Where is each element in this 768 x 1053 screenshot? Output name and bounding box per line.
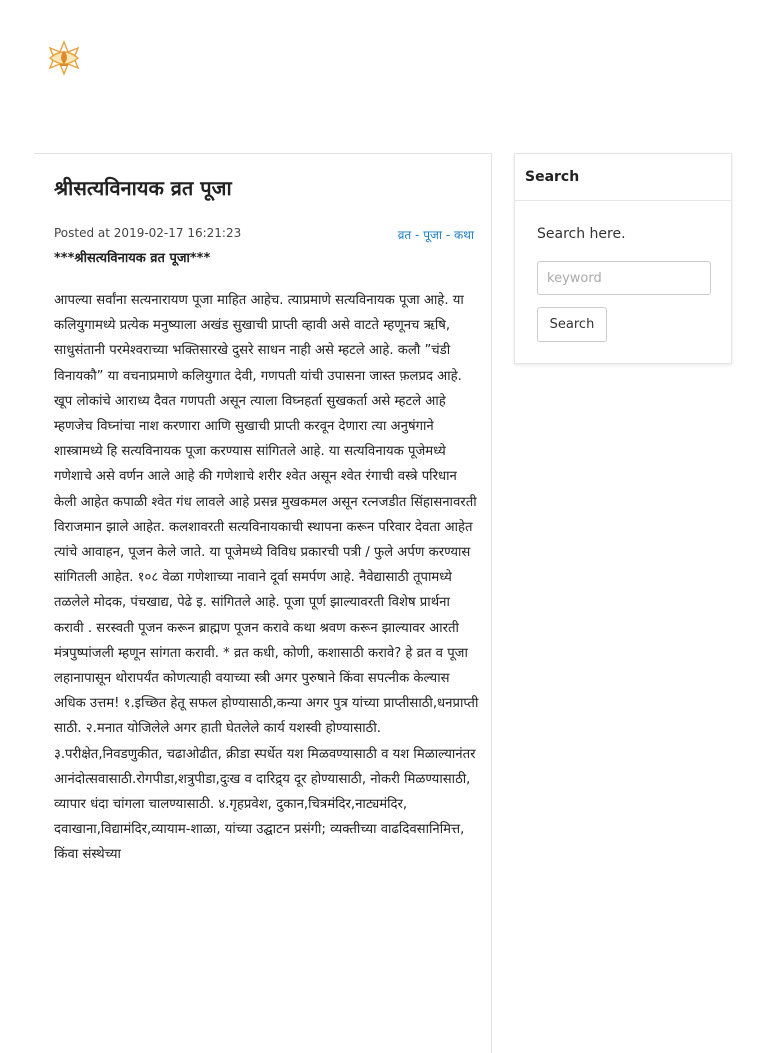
lotus-logo-icon[interactable] <box>44 38 84 78</box>
search-help-text: Search here. <box>537 226 626 242</box>
search-widget <box>514 153 732 364</box>
category-link[interactable]: व्रत - पूजा - कथा <box>397 228 474 242</box>
post-date: Posted at 2019-02-17 16:21:23 <box>54 226 242 240</box>
article-card <box>34 153 492 1053</box>
article-title: श्रीसत्यविनायक व्रत पूजा <box>54 176 232 200</box>
search-button[interactable]: Search <box>537 307 607 342</box>
search-input[interactable] <box>537 261 711 295</box>
article-meta <box>54 226 474 244</box>
article-subtitle: ***श्रीसत्यविनायक व्रत पूजा*** <box>54 251 211 266</box>
search-widget-header <box>515 154 731 201</box>
article-body: आपल्या सर्वांना सत्यनारायण पूजा माहित आहेच. त्याप्रमाणे सत्यविनायक पूजा आहे. या कलियुगामध्ये प्रत्येक मनुष्याला अखंड सुखाची प्राप्ती व्हावी असे वाटते म्हणूनच ऋषि, साधुसंतानी परमेश्वराच्या भक्तिसारखे दुसरे साधन नाही असे म्हटले आहे. कलौ ”चंडी विनायकौ” या वचनाप्रमाणे कलियुगात देवी, गणपती यांची उपासना जास्त फ़लप्रद आहे. खूप लोकांचे आराध्य दैवत गणपती असून त्याला विघ्नहर्ता सुखकर्ता असे म्हटले आहे म्हणजेच विघ्नांचा नाश करणारा आणि सुखाची प्राप्ती करवून देणारा त्या अनुषंगाने शास्त्रामध्ये हि सत्यविनायक पूजा करण्यास सांगितले आहे. या सत्यविनायक पूजेमध्ये गणेशाचे असे वर्णन आले आहे की गणेशाचे शरीर श्वेत असून श्वेत रंगाची वस्त्रे परिधान केली आहेत कपाळी श्वेत गंध लावले आहे प्रसन्न मुखकमल असून रत्नजडीत सिंहासनावरती विराजमान झाले आहेत. कलशावरती सत्यविनायकाची स्थापना करून परिवार देवता आहेत त्यांचे आवाहन, पूजन केले जाते. या पूजेमध्ये विविध प्रकारची पत्री / फुले अर्पण करण्यास सांगितली आहेत. १०८ वेळा गणेशाच्या नावाने दूर्वा समर्पण आहे. नैवेद्यासाठी तूपामध्ये तळलेले मोदक, पंचखाद्य, पेढे इ. सांगितले आहे. पूजा पूर्ण झाल्यावरती विशेष प्रार्थना करावी . सरस्वती पूजन करून ब्राह्मण पूजन करावे कथा श्रवण करून झाल्यावर आरती मंत्रपुष्पांजली म्हणून सांगता करावी. * व्रत कधी, कोणी, कशासाठी करावे? हे व्रत व पूजा लहानापासून थोरापर्यंत कोणत्याही वयाच्या स्त्री अगर पुरुषाने किंवा सपत्नीक केल्यास अधिक उत्तम! १.इच्छित हेतू सफल होण्यासाठी,कन्या अगर पुत्र यांच्या प्राप्तीसाठी,धनप्राप्ती साठी. २.मनात योजिलेले अगर हाती घेतलेले कार्य यशस्वी होण्यासाठी. ३.परीक्षेत,निवडणुकीत, चढाओढीत, क्रीडा स्पर्धेत यश मिळवण्यासाठी व यश मिळाल्यानंतर आनंदोत्सवासाठी.रोगपीडा,शत्रुपीडा,दुःख व दारिद्र्य दूर होण्यासाठी, नोकरी मिळण्यासाठी, व्यापार धंदा चांगला चालण्यासाठी. ४.गृहप्रवेश, दुकान,चित्रमंदिर,नाट्यमंदिर, दवाखाना,विद्यामंदिर,व्यायाम-शाळा, यांच्या उद्घाटन प्रसंगी; व्यक्तीच्या वाढदिवसानिमित्त, किंवा संस्थेच्या <box>54 293 479 863</box>
search-widget-title: Search <box>525 169 580 185</box>
